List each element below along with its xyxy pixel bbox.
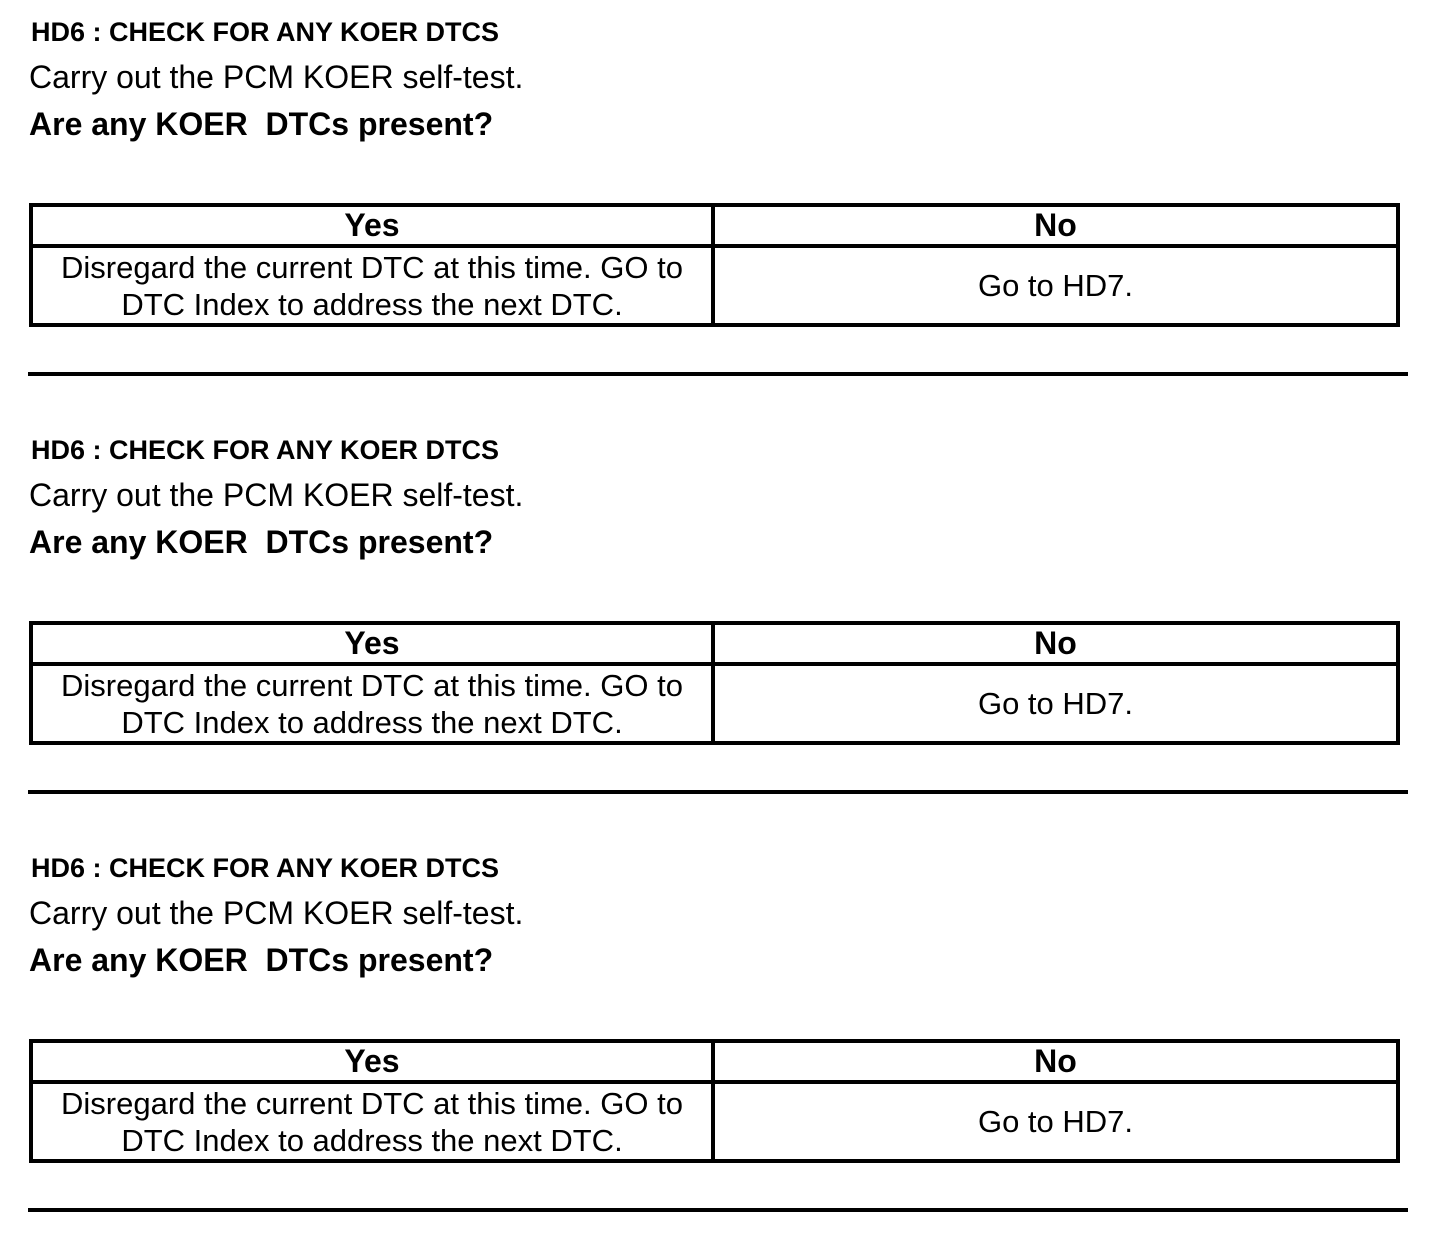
diagnostic-step-section xyxy=(0,418,1440,836)
result-table xyxy=(29,203,1400,327)
step-question: Are any KOER DTCs present? xyxy=(29,942,494,978)
step-heading: HD6 : CHECK FOR ANY KOER DTCS xyxy=(31,17,500,47)
yes-action: Disregard the current DTC at this time. GO to DTC Index to address the next DTC. xyxy=(31,664,713,743)
yes-header: Yes xyxy=(31,205,713,246)
yes-header: Yes xyxy=(31,1041,713,1082)
yes-action: Disregard the current DTC at this time. GO to DTC Index to address the next DTC. xyxy=(31,246,713,325)
section-divider xyxy=(28,1208,1408,1212)
no-header: No xyxy=(713,623,1398,664)
section-divider xyxy=(28,372,1408,376)
step-heading: HD6 : CHECK FOR ANY KOER DTCS xyxy=(31,853,500,883)
section-divider xyxy=(28,790,1408,794)
result-table xyxy=(29,621,1400,745)
step-question: Are any KOER DTCs present? xyxy=(29,524,494,560)
diagnostic-step-section xyxy=(0,0,1440,418)
step-heading: HD6 : CHECK FOR ANY KOER DTCS xyxy=(31,435,500,465)
step-instruction: Carry out the PCM KOER self-test. xyxy=(29,59,524,95)
no-header: No xyxy=(713,1041,1398,1082)
result-table xyxy=(29,1039,1400,1163)
yes-action: Disregard the current DTC at this time. GO to DTC Index to address the next DTC. xyxy=(31,1082,713,1161)
diagnostic-step-section xyxy=(0,836,1440,1254)
step-instruction: Carry out the PCM KOER self-test. xyxy=(29,477,524,513)
no-action: Go to HD7. xyxy=(713,1082,1398,1161)
step-instruction: Carry out the PCM KOER self-test. xyxy=(29,895,524,931)
no-header: No xyxy=(713,205,1398,246)
no-action: Go to HD7. xyxy=(713,664,1398,743)
no-action: Go to HD7. xyxy=(713,246,1398,325)
yes-header: Yes xyxy=(31,623,713,664)
step-question: Are any KOER DTCs present? xyxy=(29,106,494,142)
